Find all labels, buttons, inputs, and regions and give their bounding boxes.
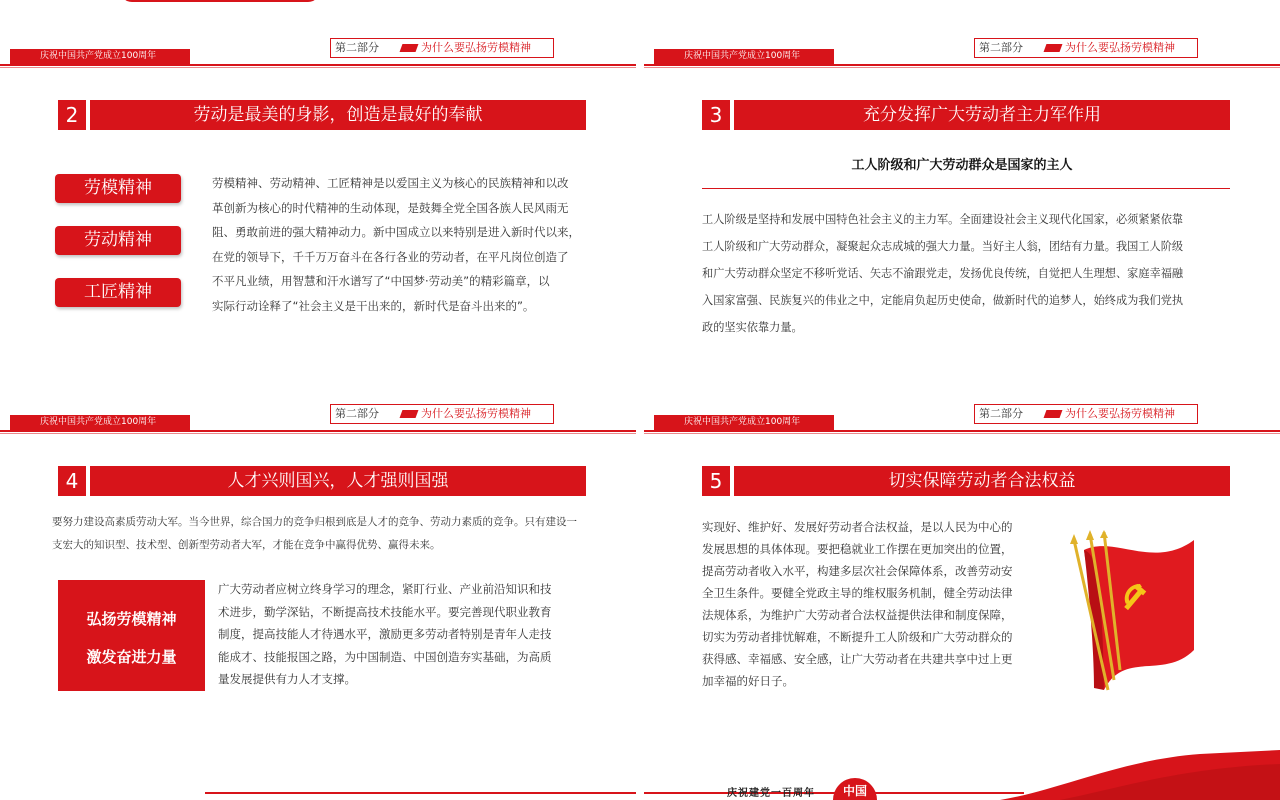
text-line: 实现好、维护好、发展好劳动者合法权益，是以人民为中心的 xyxy=(702,520,1013,534)
section-bar-icon xyxy=(1044,44,1063,52)
pill-model-worker: 劳模精神 xyxy=(55,174,181,203)
slide4-paragraph xyxy=(702,516,1042,692)
text-line: 切实为劳动者排忧解难，不断提升工人阶级和广大劳动群众的 xyxy=(702,630,1013,644)
text-line: 和广大劳动群众坚定不移听党话、矢志不渝跟党走，发扬优良传统，自觉把人生理想、家庭幸福融 xyxy=(702,267,1184,280)
text-line: 提高劳动者收入水平，构建多层次社会保障体系，改善劳动安 xyxy=(702,564,1013,578)
header-divider xyxy=(0,64,636,66)
text-line: 发展思想的具体体现。要把稳就业工作摆在更加突出的位置， xyxy=(702,542,1013,556)
pill-labor: 劳动精神 xyxy=(55,226,181,255)
text-line: 能成才、技能报国之路，为中国制造、中国创造夯实基础，为高质 xyxy=(218,649,552,664)
part-label: 第二部分 xyxy=(335,41,379,54)
footer-text: 庆祝建党一百周年 xyxy=(727,788,815,799)
text-line: 工人阶级是坚持和发展中国特色社会主义的主力军。全面建设社会主义现代化国家，必须紧紧依靠 xyxy=(702,213,1184,226)
section-bar-icon xyxy=(400,44,419,52)
header-divider xyxy=(0,430,636,432)
slogan-line: 激发奋进力量 xyxy=(86,648,177,666)
text-line: 支宏大的知识型、技术型、创新型劳动者大军，才能在竞争中赢得优势、赢得未来。 xyxy=(52,539,441,551)
slide-1 xyxy=(0,34,636,400)
text-line: 革创新为核心的时代精神的生动体现，是鼓舞全党全国各族人民风雨无 xyxy=(212,200,569,215)
slogan-line: 弘扬劳模精神 xyxy=(86,610,177,628)
section-bar-icon xyxy=(1044,410,1063,418)
heading-number: 5 xyxy=(702,466,730,496)
text-line: 实际行动诠释了“社会主义是干出来的，新时代是奋斗出来的”。 xyxy=(212,298,535,313)
header-divider xyxy=(644,64,1280,66)
heading-title: 充分发挥广大劳动者主力军作用 xyxy=(734,100,1230,130)
heading-title: 切实保障劳动者合法权益 xyxy=(734,466,1230,496)
heading-title: 人才兴则国兴，人才强则国强 xyxy=(90,466,586,496)
slide-2 xyxy=(644,34,1280,400)
header-divider-thin xyxy=(644,433,1280,434)
text-line: 广大劳动者应树立终身学习的理念，紧盯行业、产业前沿知识和技 xyxy=(218,582,552,596)
text-line: 不平凡业绩，用智慧和汗水谱写了“中国梦·劳动美”的精彩篇章，以 xyxy=(212,274,550,288)
heading-number: 4 xyxy=(58,466,86,496)
part-label: 第二部分 xyxy=(979,407,1023,420)
header-divider-thin xyxy=(0,433,636,434)
section-label xyxy=(330,38,554,58)
header-tab: 庆祝中国共产党成立100周年 xyxy=(10,415,190,430)
part-label: 第二部分 xyxy=(335,407,379,420)
section-title: 为什么要弘扬劳模精神 xyxy=(421,407,531,420)
text-line: 要努力建设高素质劳动大军。当今世界，综合国力的竞争归根到底是人才的竞争、劳动力素质的竞争。只有建设一 xyxy=(52,516,577,528)
slide2-subtitle: 工人阶级和广大劳动群众是国家的主人 xyxy=(851,158,1073,173)
pill-craftsman: 工匠精神 xyxy=(55,278,181,307)
section-bar-icon xyxy=(400,410,419,418)
text-line: 劳模精神、劳动精神、工匠精神是以爱国主义为核心的民族精神和以改 xyxy=(212,176,569,190)
text-line: 制度，提高技能人才待遇水平，激励更多劳动者特别是青年人走技 xyxy=(218,627,552,641)
slide3-paragraph xyxy=(218,578,588,691)
section-label xyxy=(330,404,554,424)
text-line: 在党的领导下，千千万万奋斗在各行各业的劳动者，在平凡岗位创造了 xyxy=(212,249,569,264)
section-title: 为什么要弘扬劳模精神 xyxy=(1065,407,1175,420)
text-line: 加幸福的好日子。 xyxy=(702,674,794,688)
part-label: 第二部分 xyxy=(979,41,1023,54)
text-line: 工人阶级和广大劳动群众，凝聚起众志成城的强大力量。当好主人翁，团结有力量。我国工人阶级 xyxy=(702,240,1184,253)
slide-4 xyxy=(644,400,1280,766)
heading-number: 3 xyxy=(702,100,730,130)
header-divider-thin xyxy=(0,67,636,68)
header-tab: 庆祝中国共产党成立100周年 xyxy=(654,49,834,64)
text-line: 获得感、幸福感、安全感，让广大劳动者在共建共享中过上更 xyxy=(702,652,1013,666)
text-line: 阻、勇敢前进的强大精神动力。新中国成立以来特别是进入新时代以来， xyxy=(212,225,580,239)
text-line: 法规体系，为维护广大劳动者合法权益提供法律和制度保障， xyxy=(702,608,1013,622)
slide-3 xyxy=(0,400,636,766)
party-flag-icon xyxy=(1064,530,1204,700)
footer-divider-left xyxy=(205,792,636,794)
text-line: 全卫生条件。要健全党政主导的维权服务机制，健全劳动法律 xyxy=(702,586,1013,600)
slide1-paragraph xyxy=(212,171,592,318)
text-line: 术进步，勤学深钻，不断提高技术技能水平。要完善现代职业教育 xyxy=(218,604,552,619)
slogan-box xyxy=(58,580,205,691)
subtitle-divider xyxy=(702,188,1230,189)
section-title: 为什么要弘扬劳模精神 xyxy=(1065,41,1175,54)
slide3-intro xyxy=(52,511,612,557)
section-label xyxy=(974,38,1198,58)
text-line: 入国家富强、民族复兴的伟业之中，定能肩负起历史使命，做新时代的追梦人，始终成为我们党执 xyxy=(702,294,1184,307)
heading-title: 劳动是最美的身影，创造是最好的奉献 xyxy=(90,100,586,130)
header-tab: 庆祝中国共产党成立100周年 xyxy=(10,49,190,64)
text-line: 政的坚实依靠力量。 xyxy=(702,321,803,334)
header-tab: 庆祝中国共产党成立100周年 xyxy=(654,415,834,430)
top-decor-arc xyxy=(120,0,320,2)
slide2-paragraph xyxy=(702,206,1242,341)
header-divider xyxy=(644,430,1280,432)
section-title: 为什么要弘扬劳模精神 xyxy=(421,41,531,54)
heading-number: 2 xyxy=(58,100,86,130)
text-line: 量发展提供有力人才支撑。 xyxy=(218,672,356,686)
footer-wave-decor xyxy=(1000,750,1280,800)
header-divider-thin xyxy=(644,67,1280,68)
section-label xyxy=(974,404,1198,424)
footer-badge: 中国 xyxy=(833,778,877,800)
